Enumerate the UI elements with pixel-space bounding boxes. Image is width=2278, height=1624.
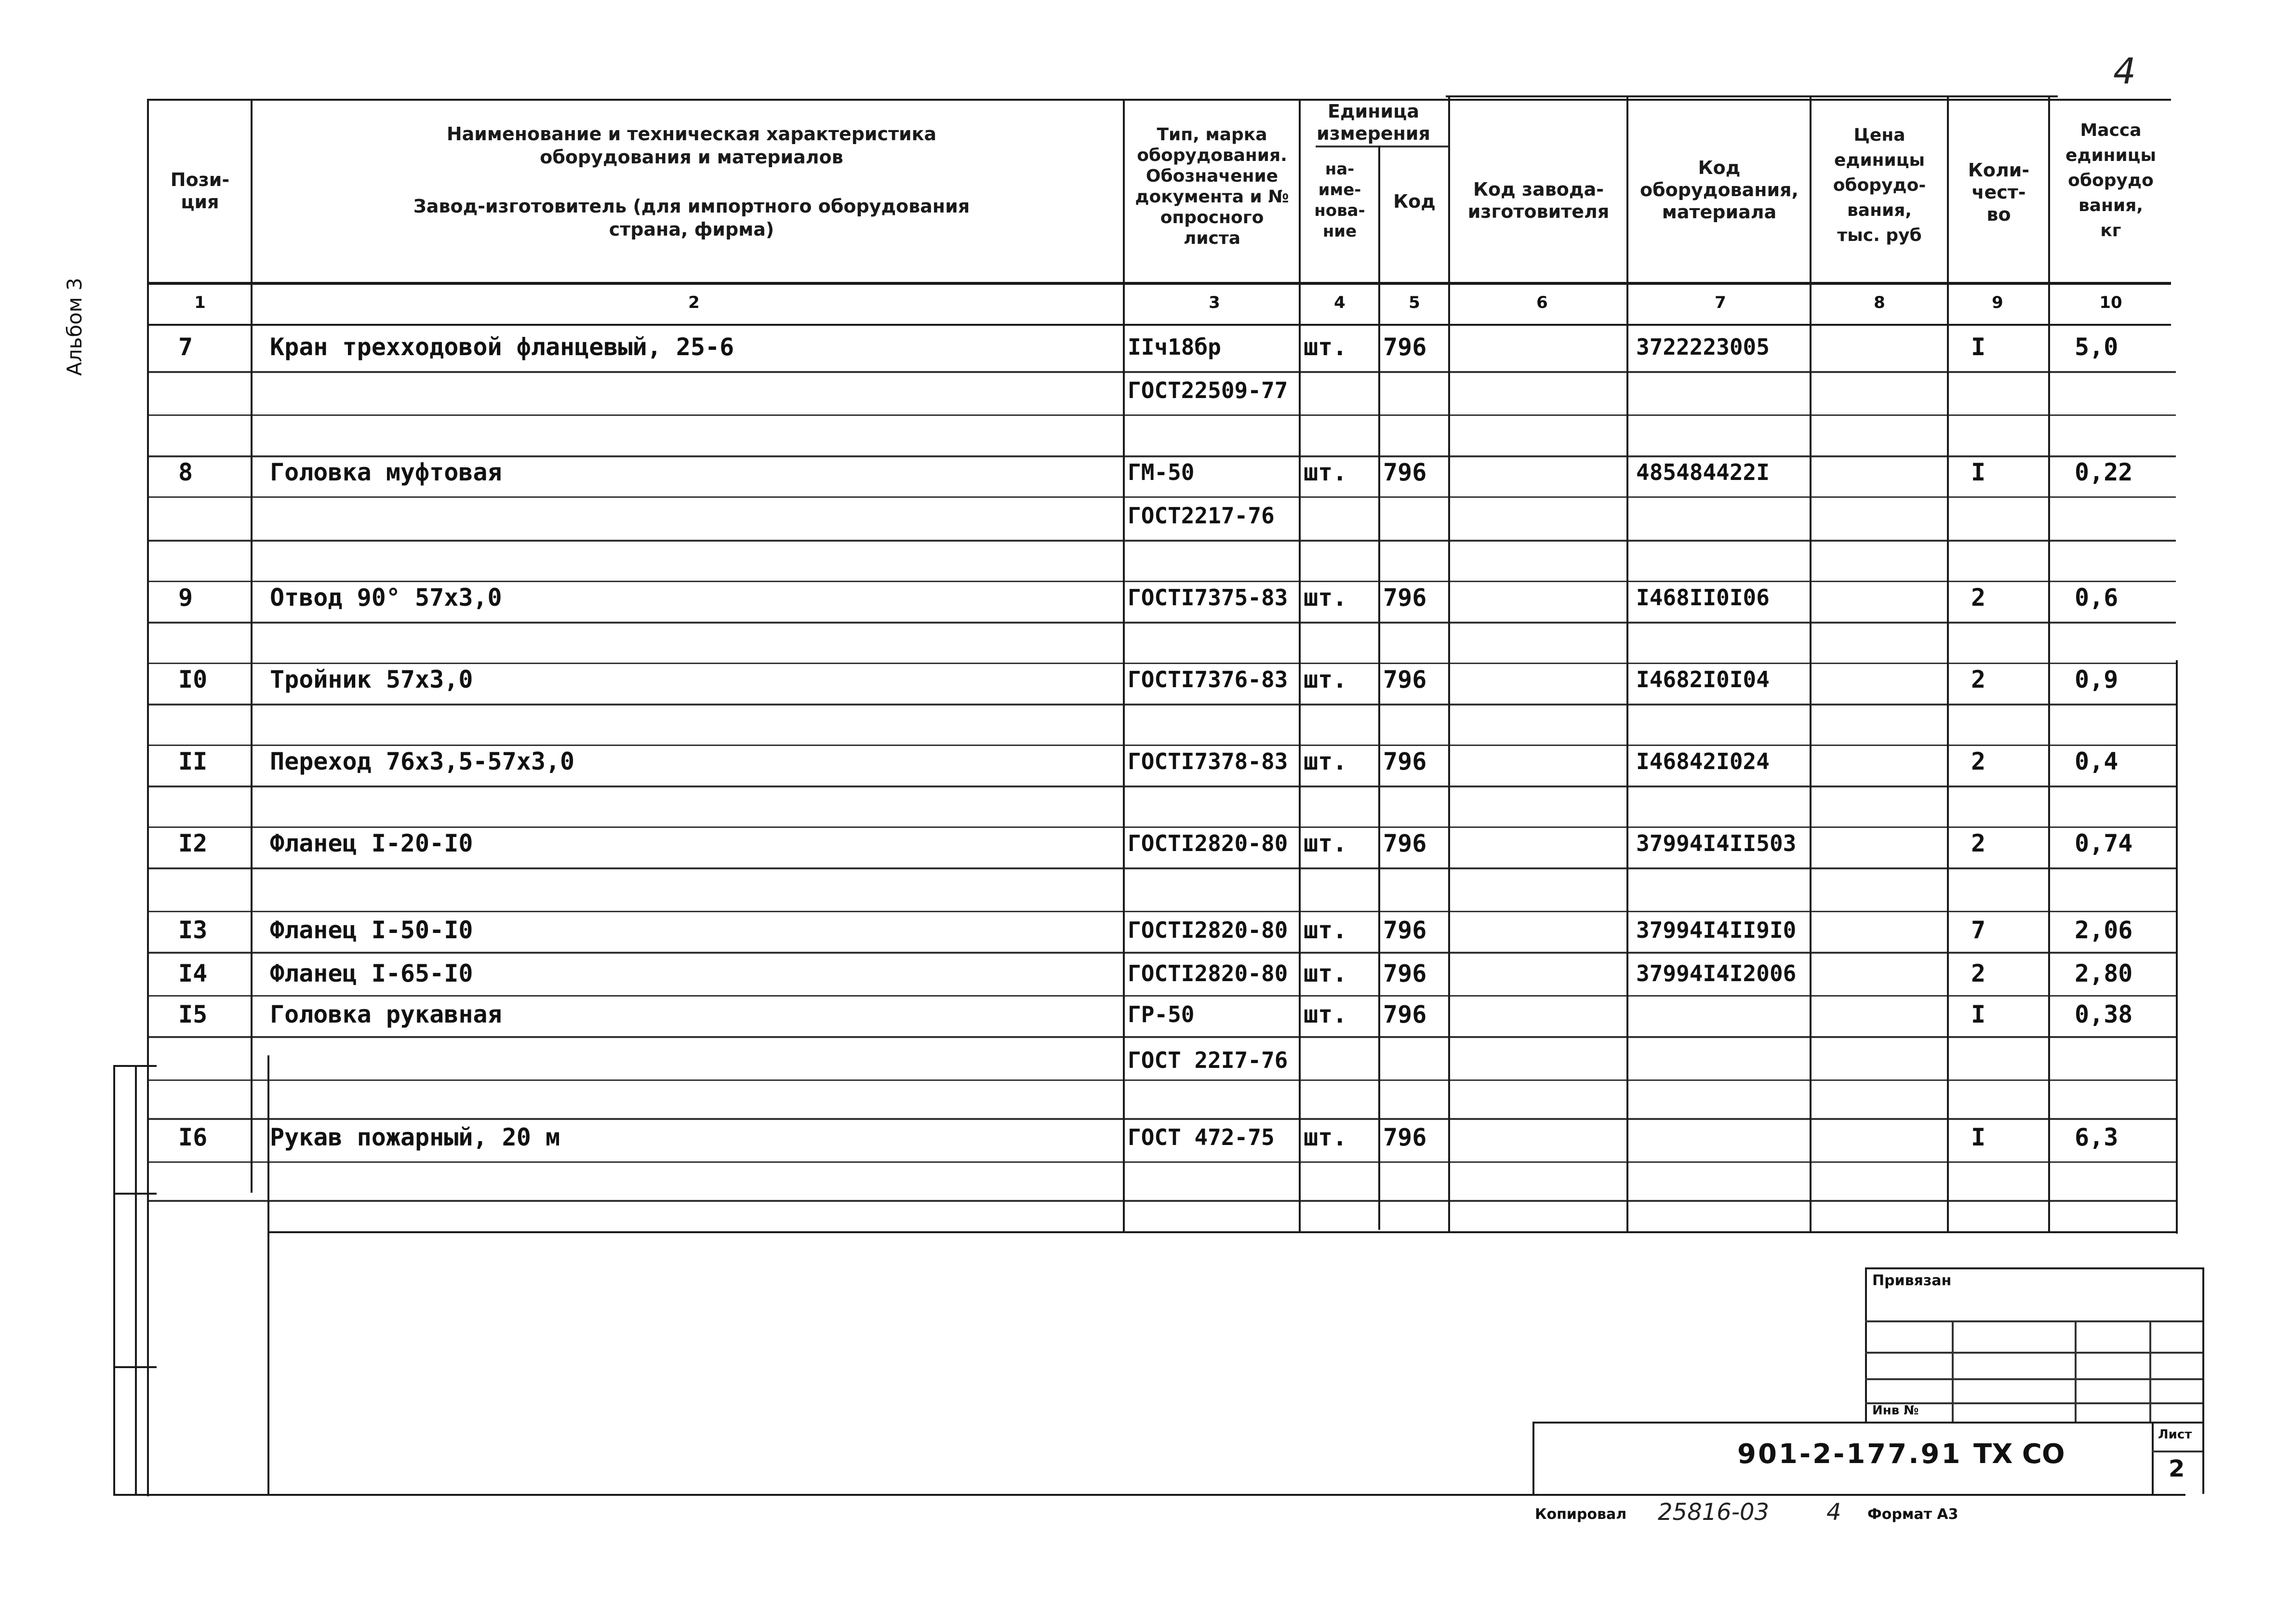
cell-mat-code: I4682I0I04 bbox=[1636, 666, 1770, 692]
row-separator bbox=[147, 1118, 2176, 1120]
colnum-2: 2 bbox=[688, 293, 700, 312]
header-unit-name: на- име- нова- ние bbox=[1314, 160, 1365, 241]
colnum-3: 3 bbox=[1209, 293, 1220, 312]
cell-mass: 6,3 bbox=[2075, 1123, 2118, 1151]
row-separator bbox=[147, 455, 2176, 457]
colnum-6: 6 bbox=[1536, 293, 1548, 312]
header-material-code: Код оборудования, материала bbox=[1640, 157, 1798, 223]
row-separator bbox=[147, 496, 2176, 498]
colnum-10: 10 bbox=[2099, 293, 2122, 312]
cell-qty: 2 bbox=[1971, 584, 1986, 612]
cell-mass: 0,4 bbox=[2075, 747, 2118, 775]
cell-name: Фланец I-65-I0 bbox=[270, 959, 473, 987]
header-unit-group: Единица измерения bbox=[1317, 101, 1430, 144]
cell-pos: I5 bbox=[178, 1000, 208, 1028]
cell-pos: 8 bbox=[178, 458, 193, 486]
cell-qty: I bbox=[1971, 458, 1986, 486]
cell-mass: 0,6 bbox=[2075, 584, 2118, 612]
cell-type: ГОСТI2820-80 bbox=[1128, 830, 1288, 856]
cell-qty: 7 bbox=[1971, 916, 1986, 944]
colnum-1: 1 bbox=[194, 293, 206, 312]
cell-unit: шт. bbox=[1304, 666, 1347, 693]
row-separator bbox=[147, 540, 2176, 542]
cell-type: ГОСТ 472-75 bbox=[1128, 1124, 1275, 1150]
row-separator bbox=[147, 663, 2176, 664]
cell-name: Переход 76х3,5-57х3,0 bbox=[270, 747, 575, 775]
colnum-5: 5 bbox=[1409, 293, 1420, 312]
stamp-doc-code: 901-2-177.91 bbox=[1737, 1438, 1962, 1470]
row-separator bbox=[147, 622, 2176, 624]
cell-unit: шт. bbox=[1304, 959, 1347, 987]
row-separator bbox=[147, 1079, 2176, 1081]
cell-code: 796 bbox=[1383, 584, 1427, 612]
cell-mass: 0,38 bbox=[2075, 1000, 2133, 1028]
row-separator bbox=[147, 704, 2176, 706]
cell-name: Головка муфтовая bbox=[270, 458, 502, 486]
footer-format-label: Формат А3 bbox=[1867, 1506, 1958, 1523]
footer-copied-label: Копировал bbox=[1535, 1506, 1627, 1523]
cell-mass: 0,22 bbox=[2075, 458, 2133, 486]
cell-mat-code: 37994I4II9I0 bbox=[1636, 917, 1797, 943]
cell-name: Головка рукавная bbox=[270, 1000, 502, 1028]
cell-mat-code: 485484422I bbox=[1636, 459, 1770, 485]
cell-type: ГОСТI7378-83 bbox=[1128, 748, 1288, 774]
cell-type-gost: ГОСТ 22I7-76 bbox=[1128, 1047, 1288, 1073]
cell-unit: шт. bbox=[1304, 1000, 1347, 1028]
cell-type: ГР-50 bbox=[1128, 1001, 1195, 1027]
header-name-line3: Завод-изготовитель (для импортного оборудования bbox=[413, 196, 970, 217]
stamp-inv-label: Инв № bbox=[1872, 1403, 1919, 1418]
cell-name: Фланец I-20-I0 bbox=[270, 829, 473, 857]
cell-unit: шт. bbox=[1304, 458, 1347, 486]
cell-pos: 9 bbox=[178, 584, 193, 612]
cell-name: Тройник 57х3,0 bbox=[270, 666, 473, 693]
cell-pos: II bbox=[178, 747, 208, 775]
cell-mass: 0,9 bbox=[2075, 666, 2118, 693]
row-separator bbox=[147, 995, 2176, 997]
footer-copy-sheet: 4 bbox=[1826, 1499, 1841, 1526]
cell-mass: 5,0 bbox=[2075, 333, 2118, 361]
header-factory-code: Код завода- изготовителя bbox=[1467, 179, 1610, 222]
cell-unit: шт. bbox=[1304, 584, 1347, 612]
cell-code: 796 bbox=[1383, 829, 1427, 857]
header-price: Цена единицы оборудо- вания, тыс. руб bbox=[1833, 125, 1926, 245]
cell-qty: 2 bbox=[1971, 666, 1986, 693]
cell-name: Кран трехходовой фланцевый, 25-6 bbox=[270, 333, 734, 361]
stamp-sheet-label: Лист bbox=[2158, 1427, 2192, 1442]
header-type: Тип, марка оборудования. Обозначение документа и № опросного листа bbox=[1135, 125, 1289, 248]
cell-mat-code: I468II0I06 bbox=[1636, 585, 1770, 611]
cell-code: 796 bbox=[1383, 333, 1427, 361]
stamp-doc-suffix: ТХ СО bbox=[1973, 1438, 2065, 1470]
header-quantity: Коли- чест- во bbox=[1968, 160, 2030, 225]
row-separator bbox=[147, 911, 2176, 912]
cell-name: Фланец I-50-I0 bbox=[270, 916, 473, 944]
cell-type: ГМ-50 bbox=[1128, 459, 1195, 485]
cell-unit: шт. bbox=[1304, 333, 1347, 361]
header-name-line4: страна, фирма) bbox=[609, 219, 774, 240]
header-name-line2: оборудования и материалов bbox=[540, 146, 843, 168]
cell-pos: I2 bbox=[178, 829, 208, 857]
cell-code: 796 bbox=[1383, 458, 1427, 486]
table-bottom-line bbox=[267, 1231, 2176, 1233]
cell-code: 796 bbox=[1383, 959, 1427, 987]
cell-pos: I0 bbox=[178, 666, 208, 693]
cell-code: 796 bbox=[1383, 747, 1427, 775]
page-number: 4 bbox=[2113, 51, 2136, 92]
cell-mat-code: 3722223005 bbox=[1636, 334, 1770, 360]
cell-qty: I bbox=[1971, 333, 1986, 361]
cell-code: 796 bbox=[1383, 1000, 1427, 1028]
header-unit-code: Код bbox=[1393, 191, 1436, 212]
cell-type: ГОСТI7376-83 bbox=[1128, 666, 1288, 692]
cell-unit: шт. bbox=[1304, 829, 1347, 857]
cell-qty: 2 bbox=[1971, 747, 1986, 775]
album-label: Альбом 3 bbox=[63, 278, 86, 376]
row-separator bbox=[147, 867, 2176, 869]
cell-mat-code: 37994I4II503 bbox=[1636, 830, 1797, 856]
cell-pos: I6 bbox=[178, 1123, 208, 1151]
cell-type-gost: ГОСТ22509-77 bbox=[1128, 377, 1288, 403]
header-mass: Масса единицы оборудо вания, кг bbox=[2065, 120, 2157, 240]
colnum-4: 4 bbox=[1334, 293, 1345, 312]
cell-type: ГОСТI2820-80 bbox=[1128, 917, 1288, 943]
footer-copy-number: 25816-03 bbox=[1658, 1499, 1770, 1526]
cell-mass: 2,80 bbox=[2075, 959, 2133, 987]
cell-mass: 0,74 bbox=[2075, 829, 2133, 857]
colnum-7: 7 bbox=[1715, 293, 1726, 312]
colnum-9: 9 bbox=[1992, 293, 2003, 312]
cell-pos: I3 bbox=[178, 916, 208, 944]
row-separator bbox=[147, 1200, 2176, 1202]
row-separator bbox=[147, 952, 2176, 954]
cell-unit: шт. bbox=[1304, 1123, 1347, 1151]
row-separator bbox=[147, 785, 2176, 787]
cell-type: ГОСТI2820-80 bbox=[1128, 960, 1288, 986]
cell-qty: I bbox=[1971, 1000, 1986, 1028]
cell-unit: шт. bbox=[1304, 747, 1347, 775]
row-separator bbox=[147, 581, 2176, 582]
row-separator bbox=[147, 1161, 2176, 1163]
row-separator bbox=[147, 1036, 2176, 1038]
cell-name: Отвод 90° 57х3,0 bbox=[270, 584, 502, 612]
cell-code: 796 bbox=[1383, 916, 1427, 944]
header-position: Пози- ция bbox=[170, 169, 230, 213]
cell-code: 796 bbox=[1383, 1123, 1427, 1151]
cell-type: ГОСТI7375-83 bbox=[1128, 585, 1288, 611]
cell-qty: 2 bbox=[1971, 959, 1986, 987]
colnum-8: 8 bbox=[1874, 293, 1885, 312]
row-separator bbox=[147, 371, 2176, 373]
cell-mass: 2,06 bbox=[2075, 916, 2133, 944]
cell-type: IIч18бр bbox=[1128, 334, 1221, 360]
row-separator bbox=[147, 826, 2176, 828]
cell-qty: 2 bbox=[1971, 829, 1986, 857]
cell-code: 796 bbox=[1383, 666, 1427, 693]
cell-pos: I4 bbox=[178, 959, 208, 987]
cell-unit: шт. bbox=[1304, 916, 1347, 944]
cell-name: Рукав пожарный, 20 м bbox=[270, 1123, 560, 1151]
cell-mat-code: I46842I024 bbox=[1636, 748, 1770, 774]
stamp-sheet-number: 2 bbox=[2169, 1455, 2185, 1482]
cell-type-gost: ГОСТ2217-76 bbox=[1128, 503, 1275, 529]
cell-mat-code: 37994I4I2006 bbox=[1636, 960, 1797, 986]
cell-qty: I bbox=[1971, 1123, 1986, 1151]
cell-pos: 7 bbox=[178, 333, 193, 361]
row-separator bbox=[147, 414, 2176, 416]
header-name-line1: Наименование и техническая характеристика bbox=[446, 123, 937, 145]
row-separator bbox=[147, 745, 2176, 746]
stamp-privyazan-label: Привязан bbox=[1872, 1272, 1952, 1289]
